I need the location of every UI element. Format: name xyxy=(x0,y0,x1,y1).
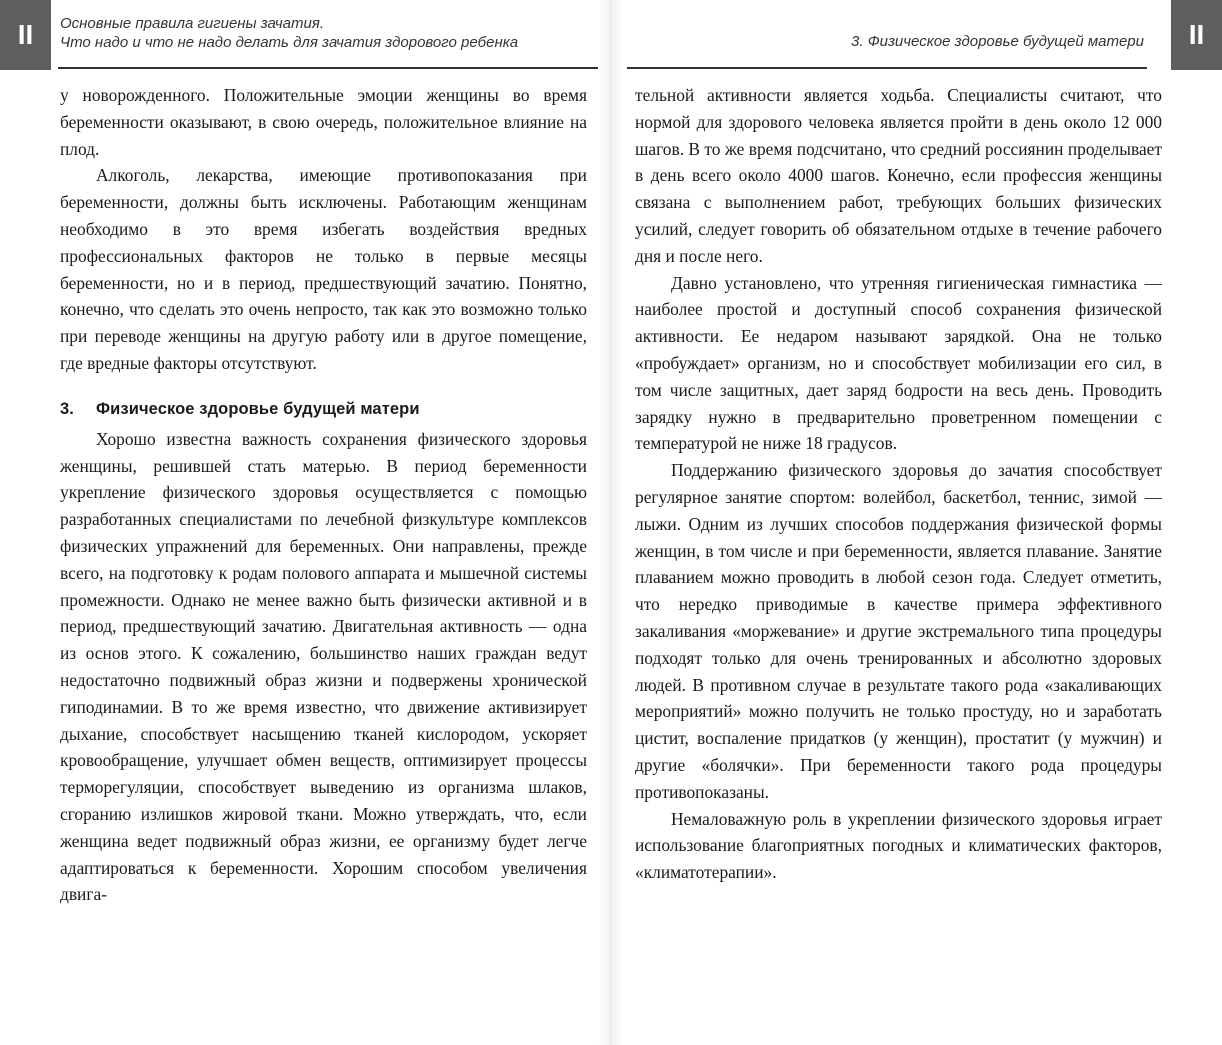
running-head xyxy=(60,14,580,52)
section-heading xyxy=(60,396,587,422)
paragraph: Немаловажную роль в укреплении физического здоровья играет использование благоприятных погодных и климатических факторов, «климатотерапии». xyxy=(635,808,1162,883)
running-head-line: Основные правила гигиены зачатия. xyxy=(60,15,325,32)
paragraph: Алкоголь, лекарства, имеющие противопоказания при беременности, должны быть исключены. Работающим женщинам необходимо в это время избегать воздействия вредных профессиональных факторов не только в первые месяцы беременности, но и в период, предшествующий зачатию. Понятно, конечно, что сделать это очень непросто, так как это возможно только при переводе женщины на другую работу или в другое помещение, где вредные факторы отсутствуют. xyxy=(60,165,587,373)
body-text xyxy=(60,82,587,908)
paragraph: у новорожденного. Положительные эмоции женщины во время беременности оказывают, в свою очередь, положительное влияние на плод. xyxy=(60,85,587,159)
right-page xyxy=(611,0,1222,1045)
paragraph: тельной активности является ходьба. Специалисты считают, что нормой для здорового человека является пройти в день около 12 000 шагов. В то же время подсчитано, что средний россиянин проделывает в день всего около 4000 шагов. Конечно, если профессия женщины связана с выполнением работ, требующих больших физических усилий, следует говорить об обязательном отдыхе в течение рабочего дня и после него. xyxy=(635,85,1162,266)
header-rule xyxy=(627,67,1147,69)
chapter-tab-marker: II xyxy=(0,0,51,70)
chapter-tab-marker: II xyxy=(1171,0,1222,70)
running-head: 3. Физическое здоровье будущей матери xyxy=(851,33,1144,50)
header-rule xyxy=(58,67,598,69)
paragraph: Хорошо известна важность сохранения физического здоровья женщины, решившей стать матерью. В период беременности укрепление физического здоровья осуществляется с помощью разработанных специалистами по лечебной физкультуре комплексов физических упражнений для беременных. Они направлены, прежде всего, на подготовку к родам полового аппарата и мышечной системы промежности. Однако не менее важно быть физически активной и в период, предшествующий зачатию. Двигательная активность — одна из основ этого. К сожалению, большинство наших граждан ведут недостаточно подвижный образ жизни и подвержены хронической гиподинамии. В то же время известно, что движение активизирует дыхание, способствует насыщению тканей кислородом, ускоряет кровообращение, улучшает обмен веществ, оптимизирует процессы терморегуляции, способствует выведению из организма шлаков, сгоранию излишков жировой ткани. Можно утверждать, что, если женщина ведет подвижный образ жизни, ее организму будет легче адаптироваться к беременности. Хорошим способом увеличения двига- xyxy=(60,428,587,905)
paragraph: Поддержанию физического здоровья до зачатия способствует регулярное занятие спортом: волейбол, баскетбол, теннис, зимой — лыжи. Одним из лучших способов поддержания физической формы женщин, в том числе и при беременности, является плавание. Занятие плаванием можно проводить в любой сезон года. Следует отметить, что нередко приводимые в качестве примера эффективного закаливания «моржевание» и другие экстремального типа процедуры подходят только для очень тренированных и абсолютно здоровых людей. В противном случае в результате такого рода «закаливающих мероприятий» можно получить не только простуду, но и заработать цистит, воспаление придатков (у женщин), простатит (у мужчин) и другие «болячки». При беременности такого рода процедуры противопоказаны. xyxy=(635,460,1162,802)
body-text xyxy=(635,82,1162,886)
section-number: 3. xyxy=(60,399,74,418)
book-gutter xyxy=(598,0,624,1045)
paragraph: Давно установлено, что утренняя гигиеническая гимнастика — наиболее простой и доступный способ сохранения физической активности. Ее недаром называют зарядкой. Она не только «пробуждает» организм, но и способствует мобилизации его сил, в том числе защитных, дает заряд бодрости на весь день. Проводить зарядку нужно в предварительно проветренном помещении с температурой не ниже 18 градусов. xyxy=(635,272,1162,454)
section-title: Физическое здоровье будущей матери xyxy=(96,399,420,418)
running-head-line: Что надо и что не надо делать для зачатия здорового ребенка xyxy=(60,34,519,51)
